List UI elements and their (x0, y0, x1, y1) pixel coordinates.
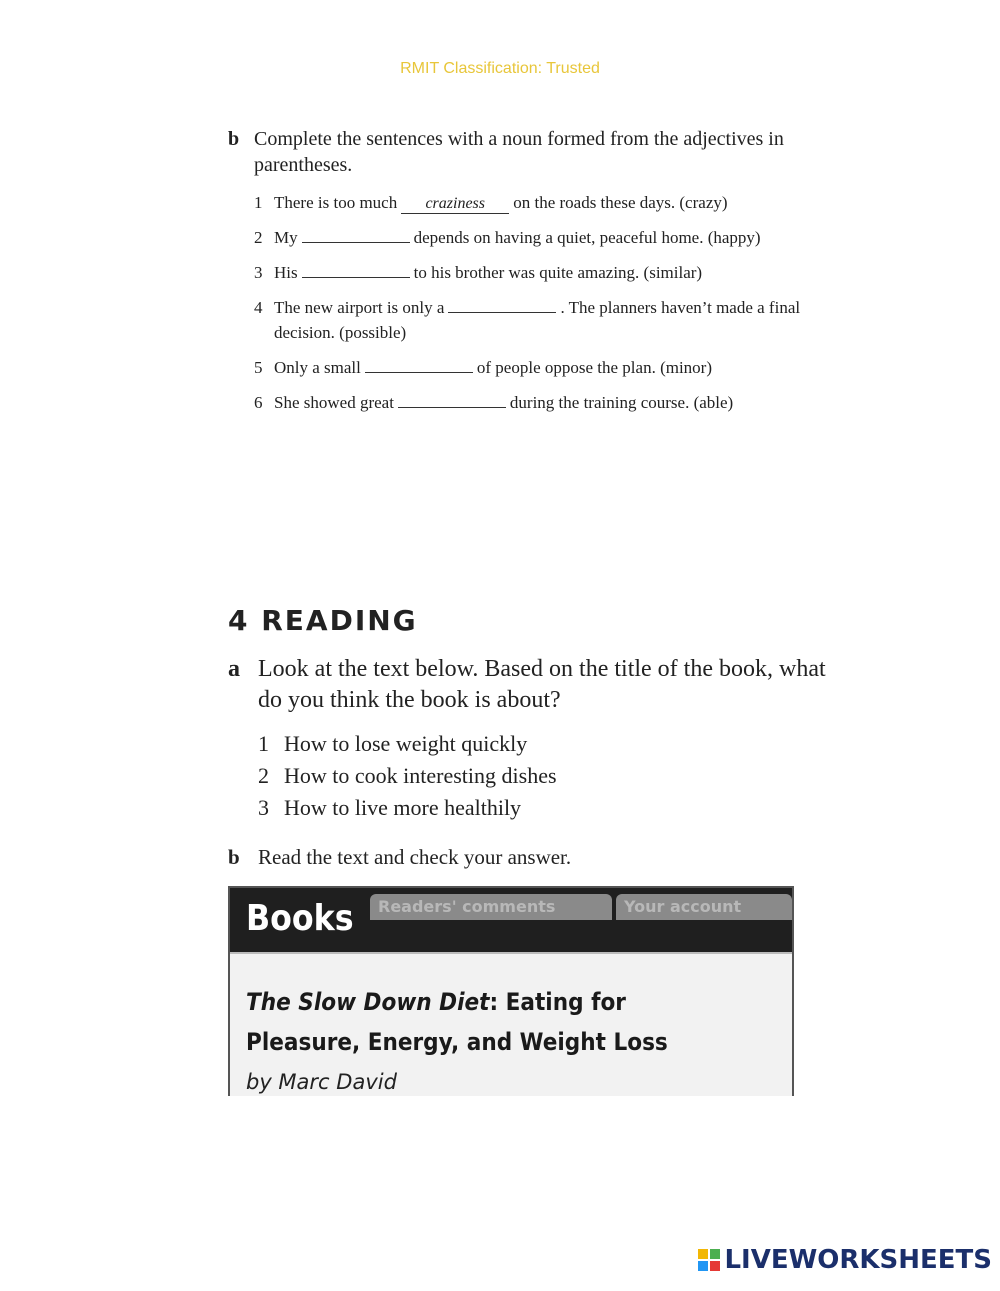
option-number: 1 (258, 731, 269, 756)
book-title-subtitle: : Eating for Pleasure, Energy, and Weight Loss (246, 988, 668, 1056)
book-panel-header (230, 888, 792, 952)
answer-option (258, 792, 828, 824)
answer-blank[interactable] (448, 295, 556, 313)
question-text: Read the text and check your answer. (258, 845, 572, 869)
tab-your-account[interactable]: Your account (616, 894, 792, 920)
liveworksheets-logo (698, 1245, 992, 1275)
item-number: 2 (254, 228, 263, 247)
exercise-b (228, 126, 808, 425)
logo-text: LIVEWORKSHEETS (724, 1245, 992, 1275)
item-text (274, 260, 808, 285)
item-number: 3 (254, 263, 263, 282)
logo-square (698, 1249, 708, 1259)
book-title (246, 982, 723, 1062)
answer-blank[interactable] (365, 355, 473, 373)
item-text-after: depends on having a quiet, peaceful home. (happy) (413, 228, 761, 247)
answer-option (258, 728, 828, 760)
item-number: 1 (254, 193, 263, 212)
section-title: 4 READING (228, 604, 418, 637)
item-text-after: of people oppose the plan. (minor) (476, 358, 712, 377)
exercise-item (254, 260, 808, 285)
item-text-before: Only a small (274, 358, 361, 377)
option-text: How to cook interesting dishes (284, 763, 557, 788)
item-text (274, 295, 808, 345)
exercise-item (254, 390, 808, 415)
logo-square (710, 1261, 720, 1271)
answer-blank[interactable] (302, 260, 410, 278)
item-text (274, 190, 808, 215)
item-text-after: on the roads these days. (crazy) (513, 193, 728, 212)
classification-label: RMIT Classification: Trusted (400, 60, 600, 77)
logo-icon (698, 1249, 720, 1271)
option-text: How to lose weight quickly (284, 731, 528, 756)
item-text (274, 225, 808, 250)
item-text-before: My (274, 228, 298, 247)
item-text-before: There is too much (274, 193, 398, 212)
reading-question-a (228, 654, 828, 824)
option-text: How to live more healthily (284, 795, 522, 820)
item-text-before: She showed great (274, 393, 394, 412)
answer-blank[interactable] (398, 390, 506, 408)
item-text-after: during the training course. (able) (509, 393, 734, 412)
question-letter: a (228, 656, 240, 682)
book-panel (228, 886, 794, 1096)
item-text-after: to his brother was quite amazing. (similar) (413, 263, 703, 282)
question-a-header (228, 654, 828, 716)
item-text-after: . The planners haven’t made a final decision. (possible) (274, 298, 801, 342)
option-number: 3 (258, 795, 269, 820)
item-number: 6 (254, 393, 263, 412)
question-letter: b (228, 845, 240, 869)
exercise-item (254, 355, 808, 380)
answer-options (258, 728, 828, 824)
answer-blank[interactable] (302, 225, 410, 243)
option-number: 2 (258, 763, 269, 788)
item-text-before: His (274, 263, 298, 282)
book-author: by Marc David (246, 1070, 397, 1094)
books-heading: Books (246, 898, 354, 939)
reading-question-b (228, 842, 571, 872)
item-text (274, 390, 808, 415)
item-text-before: The new airport is only a (274, 298, 445, 317)
question-text: Look at the text below. Based on the title of the book, what do you think the book is about? (258, 656, 826, 713)
item-number: 5 (254, 358, 263, 377)
logo-square (698, 1261, 708, 1271)
logo-square (710, 1249, 720, 1259)
tab-readers-comments[interactable]: Readers' comments (370, 894, 612, 920)
exercise-item (254, 295, 808, 345)
exercise-item (254, 225, 808, 250)
answer-blank[interactable]: craziness (401, 196, 509, 214)
exercise-instruction: Complete the sentences with a noun formed from the adjectives in parentheses. (254, 128, 784, 176)
answer-option (258, 760, 828, 792)
exercise-item (254, 190, 808, 215)
exercise-b-header (228, 126, 808, 178)
book-panel-body (230, 952, 792, 1096)
item-text (274, 355, 808, 380)
exercise-items (254, 190, 808, 415)
exercise-letter: b (228, 128, 240, 150)
item-number: 4 (254, 298, 263, 317)
book-title-main: The Slow Down Diet (246, 988, 490, 1016)
